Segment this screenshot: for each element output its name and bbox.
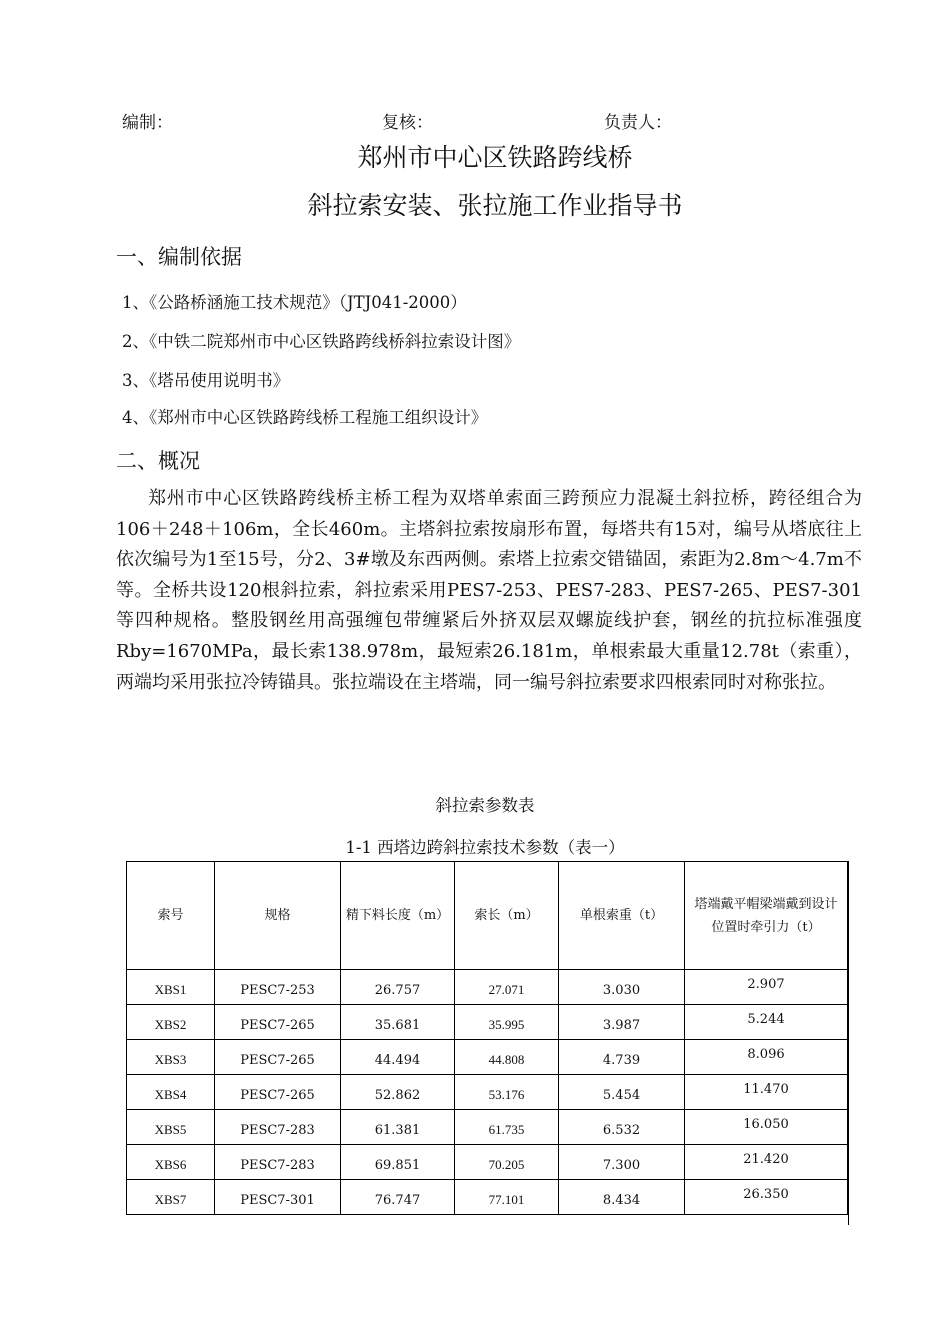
cell-spec: PESC7-301	[215, 1180, 341, 1215]
cell-cable-no: XBS6	[127, 1145, 215, 1180]
reviewer-label: 复核：	[382, 113, 433, 133]
cell-traction-force: 21.420	[685, 1145, 848, 1180]
table-row	[127, 1145, 848, 1180]
header-cable-no: 索号	[127, 862, 215, 970]
cell-cable-length: 70.205	[455, 1145, 559, 1180]
cell-traction-force: 11.470	[685, 1075, 848, 1110]
table-title: 斜拉索参数表	[435, 796, 535, 815]
cell-unit-weight: 3.030	[559, 970, 685, 1005]
reference-item: 3、《塔吊使用说明书》	[122, 371, 290, 390]
reference-item: 1、《公路桥涵施工技术规范》（JTJ041-2000）	[122, 293, 467, 312]
table-row	[127, 1110, 848, 1145]
cell-cable-length: 53.176	[455, 1075, 559, 1110]
cable-parameters-table	[126, 861, 848, 1215]
header-traction-force: 塔端戴平帽梁端戴到设计位置时牵引力（t）	[685, 862, 848, 970]
responsible-person-label: 负责人：	[604, 113, 672, 133]
cell-cut-length: 76.747	[341, 1180, 455, 1215]
cell-unit-weight: 7.300	[559, 1145, 685, 1180]
table-row	[127, 1040, 848, 1075]
cell-cut-length: 26.757	[341, 970, 455, 1005]
cell-unit-weight: 3.987	[559, 1005, 685, 1040]
overview-text: 郑州市中心区铁路跨线桥主桥工程为双塔单索面三跨预应力混凝土斜拉桥，跨径组合为106＋248＋106m，全长460m。主塔斜拉索按扇形布置，每塔共有15对，编号从塔底往上依次编号为1至15号，分2、3#墩及东西两侧。索塔上拉索交错锚固，索距为2.8m～4.7m不等。全桥共设120根斜拉索，斜拉索采用PES7-253、PES7-283、PES7-265、PES7-301等四种规格。整股钢丝用高强缠包带缠紧后外挤双层双螺旋线护套，钢丝的抗拉标准强度Rby=1670MPa，最长索138.978m，最短索26.181m，单根索最大重量12.78t（索重），两端均采用张拉冷铸锚具。张拉端设在主塔端，同一编号斜拉索要求四根索同时对称张拉。	[116, 488, 862, 693]
cell-unit-weight: 4.739	[559, 1040, 685, 1075]
cell-unit-weight: 8.434	[559, 1180, 685, 1215]
compiler-label: 编制：	[122, 113, 173, 133]
cell-cable-length: 44.808	[455, 1040, 559, 1075]
table-subtitle: 1-1 西塔边跨斜拉索技术参数（表一）	[345, 838, 625, 857]
cell-cut-length: 44.494	[341, 1040, 455, 1075]
reference-item: 2、《中铁二院郑州市中心区铁路跨线桥斜拉索设计图》	[122, 332, 521, 351]
document-subtitle: 斜拉索安装、张拉施工作业指导书	[307, 191, 683, 220]
cell-cable-length: 77.101	[455, 1180, 559, 1215]
cell-cable-no: XBS1	[127, 970, 215, 1005]
cell-cable-no: XBS7	[127, 1180, 215, 1215]
header-spec: 规格	[215, 862, 341, 970]
table-header-row	[127, 862, 848, 970]
cell-traction-force: 2.907	[685, 970, 848, 1005]
table-right-border-line	[848, 861, 849, 1225]
table-row	[127, 1075, 848, 1110]
cell-cable-length: 35.995	[455, 1005, 559, 1040]
cell-cable-no: XBS4	[127, 1075, 215, 1110]
overview-paragraph	[116, 484, 862, 698]
signature-row	[122, 108, 822, 134]
cell-cable-length: 61.735	[455, 1110, 559, 1145]
cell-traction-force: 16.050	[685, 1110, 848, 1145]
header-unit-weight: 单根索重（t）	[559, 862, 685, 970]
section-heading-basis: 一、编制依据	[116, 245, 242, 269]
cell-cable-no: XBS2	[127, 1005, 215, 1040]
cell-cut-length: 52.862	[341, 1075, 455, 1110]
cell-cable-length: 27.071	[455, 970, 559, 1005]
cell-spec: PESC7-265	[215, 1040, 341, 1075]
reference-item: 4、《郑州市中心区铁路跨线桥工程施工组织设计》	[122, 408, 488, 427]
cell-spec: PESC7-283	[215, 1110, 341, 1145]
cell-cut-length: 61.381	[341, 1110, 455, 1145]
cell-unit-weight: 6.532	[559, 1110, 685, 1145]
header-cut-length: 精下料长度（m）	[341, 862, 455, 970]
cell-unit-weight: 5.454	[559, 1075, 685, 1110]
document-title: 郑州市中心区铁路跨线桥	[357, 143, 633, 172]
cell-cable-no: XBS5	[127, 1110, 215, 1145]
table-row	[127, 1180, 848, 1215]
cell-traction-force: 5.244	[685, 1005, 848, 1040]
cell-spec: PESC7-253	[215, 970, 341, 1005]
cell-spec: PESC7-265	[215, 1075, 341, 1110]
table-row	[127, 1005, 848, 1040]
cell-spec: PESC7-265	[215, 1005, 341, 1040]
section-heading-overview: 二、概况	[116, 449, 200, 473]
cell-spec: PESC7-283	[215, 1145, 341, 1180]
table-row	[127, 970, 848, 1005]
cell-cable-no: XBS3	[127, 1040, 215, 1075]
header-cable-length: 索长（m）	[455, 862, 559, 970]
cell-cut-length: 69.851	[341, 1145, 455, 1180]
cell-traction-force: 26.350	[685, 1180, 848, 1215]
cell-traction-force: 8.096	[685, 1040, 848, 1075]
cell-cut-length: 35.681	[341, 1005, 455, 1040]
